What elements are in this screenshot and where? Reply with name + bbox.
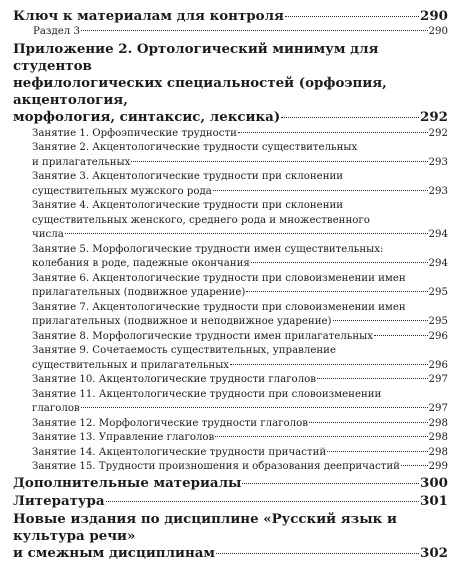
dot-leader [106,501,420,502]
dot-leader [327,451,427,452]
dot-leader [81,30,428,31]
dot-leader [309,422,428,423]
dot-leader [215,436,427,437]
dot-leader [246,291,427,292]
toc-entry-title-line: Занятие 7. Акцентологические трудности при словоизменении имен [32,301,406,313]
toc-page-number: 293 [428,156,448,168]
toc-page-number: 290 [428,26,448,37]
spacer [13,562,448,563]
toc-subentry[interactable] [13,199,448,243]
toc-page-number: 302 [420,544,448,561]
toc-entry-title-line: Занятие 6. Акцентологические трудности при словоизменении имен [32,272,406,284]
toc-entry-title-line: Занятие 14. Акцентологические трудности причастий [32,446,327,458]
dot-leader [401,465,428,466]
toc-entry-title-line: Занятие 9. Сочетаемость существительных, управление [32,345,336,356]
toc-entry-title-line: Занятие 12. Морфологические трудности глаголов [32,417,309,429]
toc-entry-title-line: Занятие 4. Акцентологические трудности при склонении [32,200,344,211]
table-of-contents [13,8,448,563]
toc-page-number: 290 [420,8,448,24]
toc-page-number: 296 [428,359,448,371]
toc-page-number: 298 [428,432,448,443]
toc-entry-title-line: колебания в роде, падежные окончания [32,258,250,269]
toc-entry-title-line: Занятие 10. Акцентологические трудности глаголов [32,374,317,385]
dot-leader [131,161,427,162]
toc-entry-title-line: Занятие 3. Акцентологические трудности при склонении [32,171,344,182]
dot-leader [238,132,428,133]
toc-subentry[interactable] [13,301,448,330]
toc-entry-title-line: Занятие 5. Морфологические трудности имен существительных: [32,243,384,255]
dot-leader [216,553,419,554]
toc-entry-title-line: и смежным дисциплинам [13,544,216,561]
toc-page-number: 298 [428,446,448,458]
toc-subentry[interactable] [13,431,448,446]
dot-leader [81,407,428,408]
toc-section-entry[interactable] [13,511,448,562]
dot-leader [285,16,419,17]
toc-entry-title-line: Ключ к материалам для контроля [13,8,284,24]
toc-entry-title-line: числа [32,229,64,240]
toc-entry-title-line: Занятие 1. Орфоэпические трудности [32,127,237,139]
toc-page-number: 297 [428,403,448,414]
toc-subentry[interactable] [13,141,448,170]
dot-leader [333,320,428,321]
toc-page-number: 294 [428,229,448,240]
dot-leader [213,190,428,191]
toc-page-number: 295 [428,287,448,298]
toc-entry-title-line: и прилагательных [32,156,131,168]
toc-entry-title-line: Занятие 2. Акцентологические трудности существительных [32,142,358,153]
toc-entry-title-line: Литература [13,492,105,509]
toc-page-number: 294 [428,258,448,269]
dot-leader [230,364,428,365]
toc-section-entry[interactable] [13,41,448,126]
toc-entry-title-line: Занятие 15. Трудности произношения и образования деепричастий [32,461,400,472]
toc-subentry[interactable] [13,373,448,388]
dot-leader [251,262,428,263]
toc-page-number: 296 [428,330,448,342]
toc-page-number: 292 [420,108,448,125]
toc-subentry[interactable] [13,460,448,475]
toc-subentry[interactable] [13,170,448,199]
toc-section-entry[interactable] [13,8,448,25]
dot-leader [65,233,428,234]
dot-leader [281,117,419,118]
toc-entry-title-line: существительных мужского рода [32,185,212,197]
dot-leader [242,483,419,484]
toc-section-entry[interactable] [13,475,448,492]
toc-page-number: 295 [428,316,448,327]
toc-subentry[interactable] [13,330,448,345]
toc-entry-title-line: Занятие 13. Управление глаголов [32,432,215,443]
toc-entry-title-line: Раздел 3 [33,26,80,37]
toc-subentry[interactable] [13,446,448,461]
toc-page-number: 301 [420,492,448,509]
toc-entry-title-line: Занятие 11. Акцентологические трудности при словоизменении [32,388,382,400]
toc-entry-title-line: прилагательных (подвижное ударение) [32,287,246,298]
toc-page-number: 300 [420,474,448,491]
toc-entry-title-line: Занятие 8. Морфологические трудности имен прилагательных [32,330,373,342]
dot-leader [317,378,428,379]
toc-entry-title-line: прилагательных (подвижное и неподвижное ударение) [32,316,332,327]
toc-subentry[interactable] [13,344,448,373]
toc-entry-title-line: глаголов [32,403,80,414]
toc-section-entry[interactable] [13,493,448,510]
toc-subentry[interactable] [13,388,448,417]
toc-page-number: 297 [428,374,448,385]
toc-entry-title-line: существительных женского, среднего рода и множественного [32,214,370,226]
toc-entry-title-line: Приложение 2. Ортологический минимум для студентов [13,40,379,74]
toc-entry-title-line: нефилологических специальностей (орфоэпия, акцентология, [13,74,387,108]
toc-subentry[interactable] [13,243,448,272]
toc-subentry[interactable] [13,417,448,432]
toc-page-number: 298 [428,417,448,429]
toc-subentry[interactable] [13,272,448,301]
toc-page-number: 293 [428,185,448,197]
dot-leader [374,335,428,336]
toc-subentry[interactable] [13,25,448,40]
toc-subentry[interactable] [13,127,448,142]
toc-entry-title-line: Новые издания по дисциплине «Русский язык и культура речи» [13,510,397,544]
toc-entry-title-line: морфология, синтаксис, лексика) [13,108,281,125]
toc-page-number: 292 [428,127,448,139]
toc-entry-title-line: существительных и прилагательных [32,359,230,371]
toc-page-number: 299 [428,461,448,472]
toc-entry-title-line: Дополнительные материалы [13,474,242,491]
